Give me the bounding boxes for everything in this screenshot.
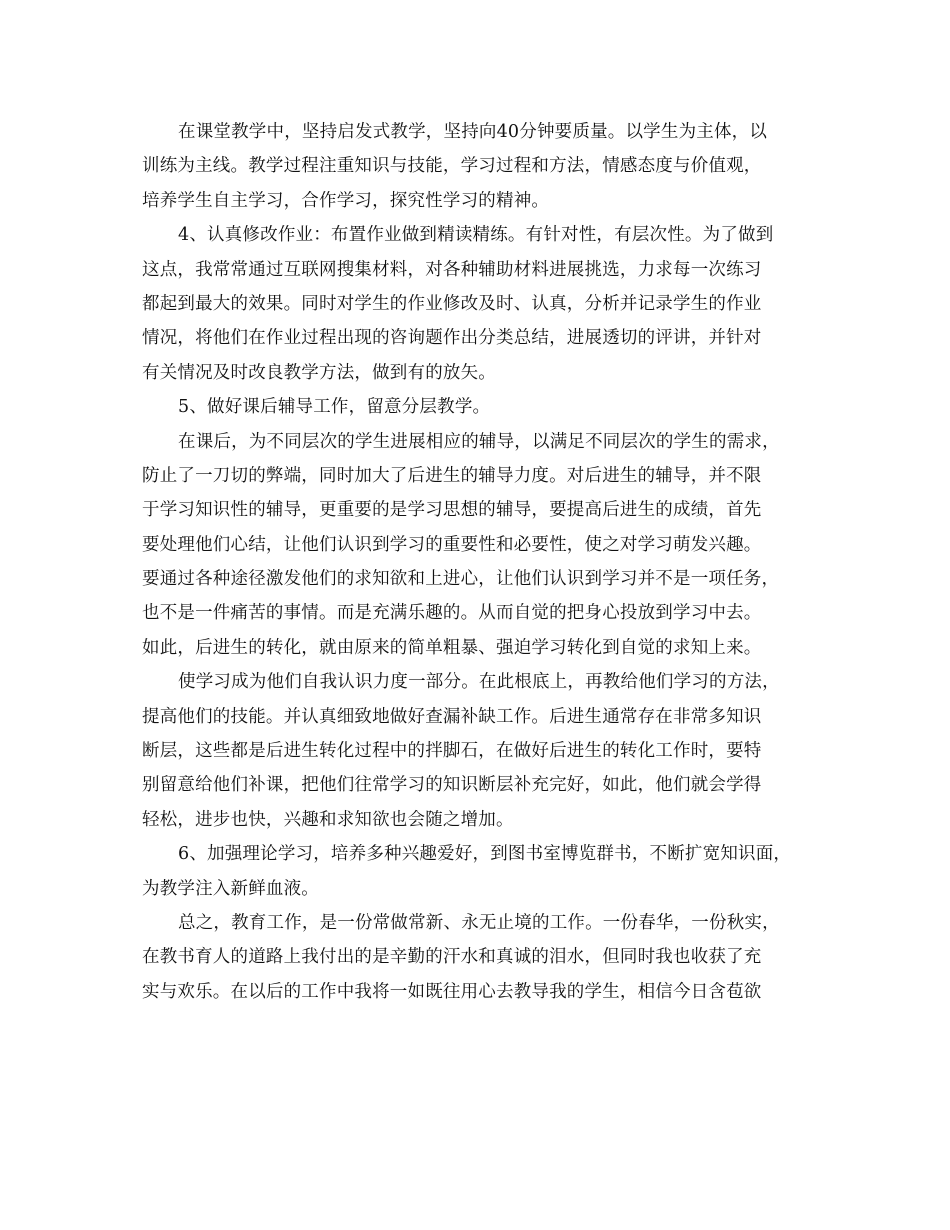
text-line: 情况，将他们在作业过程出现的咨询题作出分类总结，进展透切的评讲，并针对 [142, 328, 762, 349]
text-line: 4、认真修改作业：布置作业做到精读精练。有针对性，有层次性。为了做到 [178, 225, 774, 246]
text-line: 要处理他们心结，让他们认识到学习的重要性和必要性，使之对学习萌发兴趣。 [142, 534, 762, 555]
text-line: 要通过各种途径激发他们的求知欲和上进心，让他们认识到学习并不是一项任务， [142, 569, 780, 590]
body-text [142, 115, 822, 1009]
text-line: 实与欢乐。在以后的工作中我将一如既往用心去教导我的学生，相信今日含苞欲 [142, 981, 762, 1002]
text-line: 断层，这些都是后进生转化过程中的拌脚石，在做好后进生的转化工作时，要特 [142, 741, 762, 762]
text-line: 提高他们的技能。并认真细致地做好查漏补缺工作。后进生通常存在非常多知识 [142, 706, 762, 727]
text-line: 如此，后进生的转化，就由原来的简单粗暴、强迫学习转化到自觉的求知上来。 [142, 637, 762, 658]
text-line: 都起到最大的效果。同时对学生的作业修改及时、认真，分析并记录学生的作业 [142, 293, 762, 314]
text-line: 防止了一刀切的弊端，同时加大了后进生的辅导力度。对后进生的辅导，并不限 [142, 465, 762, 486]
text-line: 在教书育人的道路上我付出的是辛勤的汗水和真诚的泪水，但同时我也收获了充 [142, 947, 762, 968]
text-line: 使学习成为他们自我认识力度一部分。在此根底上，再教给他们学习的方法， [178, 672, 780, 693]
text-line: 有关情况及时改良教学方法，做到有的放矢。 [142, 362, 496, 383]
text-line: 为教学注入新鲜血液。 [142, 878, 319, 899]
text-line: 6、加强理论学习，培养多种兴趣爱好，到图书室博览群书，不断扩宽知识面， [178, 844, 792, 865]
text-line: 总之，教育工作，是一份常做常新、永无止境的工作。一份春华，一份秋实， [178, 912, 780, 933]
text-line: 在课后，为不同层次的学生进展相应的辅导，以满足不同层次的学生的需求， [178, 431, 780, 452]
text-line: 也不是一件痛苦的事情。而是充满乐趣的。从而自觉的把身心投放到学习中去。 [142, 603, 762, 624]
text-line: 在课堂教学中，坚持启发式教学，坚持向40分钟要质量。以学生为主体，以 [178, 122, 768, 142]
text-line: 训练为主线。教学过程注重知识与技能，学习过程和方法，情感态度与价值观， [142, 156, 762, 177]
text-line: 5、做好课后辅导工作，留意分层教学。 [178, 397, 491, 418]
text-line: 轻松，进步也快，兴趣和求知欲也会随之增加。 [142, 809, 514, 830]
text-line: 于学习知识性的辅导，更重要的是学习思想的辅导，要提高后进生的成绩，首先 [142, 500, 762, 521]
text-line: 培养学生自主学习，合作学习，探究性学习的精神。 [142, 190, 550, 211]
text-line: 别留意给他们补课，把他们往常学习的知识断层补充完好，如此，他们就会学得 [142, 775, 762, 796]
text-line: 这点，我常常通过互联网搜集材料，对各种辅助材料进展挑选，力求每一次练习 [142, 259, 762, 280]
